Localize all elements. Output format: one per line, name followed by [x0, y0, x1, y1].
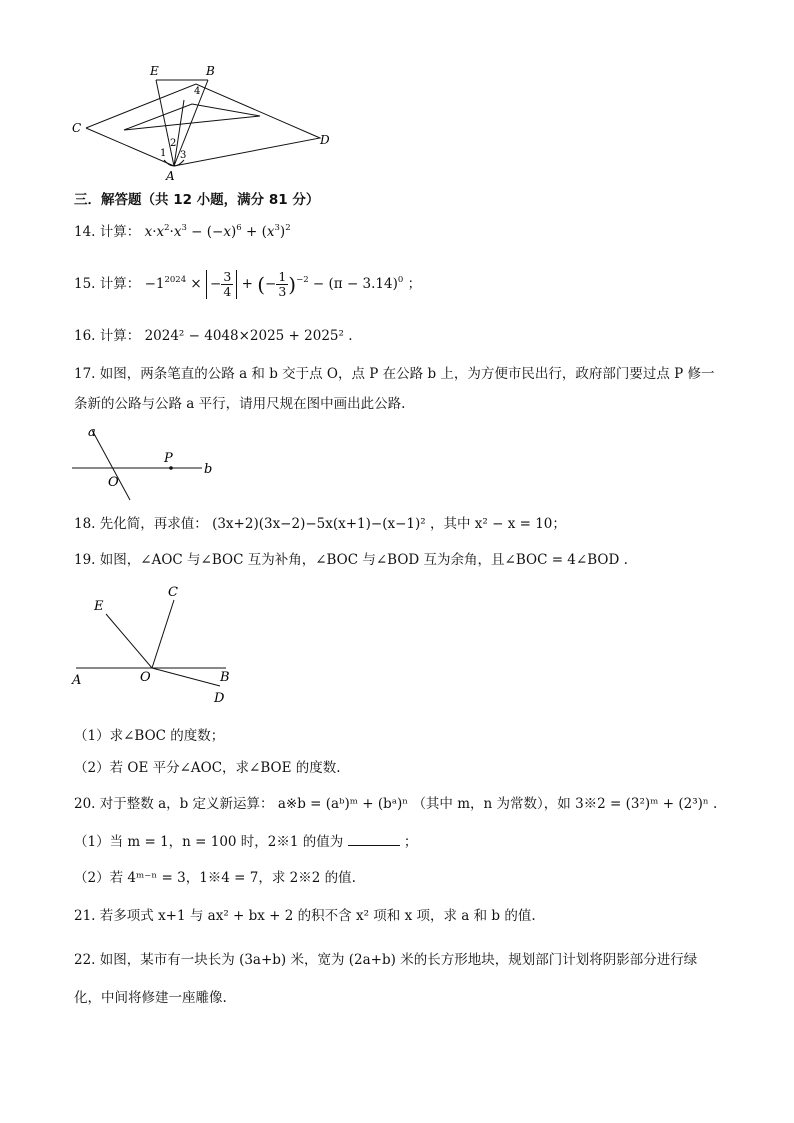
q20-sub1-tail: ；: [403, 834, 418, 850]
q17-text-1: 如图，两条笔直的公路 a 和 b 交于点 O，点 P 在公路 b 上，为方便市民出行，政府部门要过点 P 修一: [99, 366, 715, 382]
q21-text: 若多项式 x+1 与 ax² + bx + 2 的积不含 x² 项和 x 项，求 a 和 b 的值.: [99, 908, 536, 924]
label-O: O: [108, 475, 119, 490]
question-19-sub2: （2）若 OE 平分∠AOC，求∠BOE 的度数.: [74, 760, 341, 776]
q20-sub1-text: （1）当 m = 1，n = 100 时，2※1 的值为: [74, 834, 344, 850]
q14-number: 14.: [74, 224, 96, 240]
label-b: b: [204, 462, 213, 477]
question-20: [74, 794, 717, 814]
label-A: A: [166, 169, 175, 183]
label-a: a: [88, 425, 96, 440]
q20-answer-blank[interactable]: [348, 833, 400, 846]
question-14: [74, 222, 291, 242]
q22-text-1: 如图，某市有一块长为 (3a+b) 米，宽为 (2a+b) 米的长方形地块，规划部门计划将阴影部分进行绿: [99, 952, 698, 968]
label-D: D: [214, 691, 225, 706]
question-17-line2: 条新的公路与公路 a 平行，请用尺规在图中画出此公路.: [74, 396, 406, 412]
q19-text: 如图，∠AOC 与∠BOC 互为补角，∠BOC 与∠BOD 互为余角，且∠BOC = 4∠BOD .: [99, 552, 628, 568]
q18-condition: ，其中 x² − x = 10；: [429, 516, 566, 532]
q20-definition: a※b = (aᵇ)ᵐ + (bᵃ)ⁿ: [277, 796, 409, 812]
q18-number: 18.: [74, 516, 96, 532]
q16-number: 16.: [74, 328, 96, 344]
q14-text: 计算：: [99, 224, 141, 240]
question-15: [74, 270, 421, 299]
q20-end: .: [713, 796, 718, 812]
q19-number: 19.: [74, 552, 96, 568]
q20-number: 20.: [74, 796, 96, 812]
q16-tail: .: [348, 328, 353, 344]
question-19-sub1: （1）求∠BOC 的度数；: [74, 728, 225, 744]
question-16: [74, 326, 353, 346]
inner-triangle: [124, 104, 260, 130]
point-P: [169, 466, 173, 470]
label-P: P: [164, 451, 173, 466]
question-19: [74, 550, 628, 570]
label-B: B: [220, 670, 230, 685]
question-18: [74, 514, 566, 534]
figure-angles: [64, 578, 254, 708]
q15-tail: ；: [407, 276, 422, 292]
q16-text: 计算：: [99, 328, 141, 344]
label-4: 4: [194, 86, 201, 97]
q22-number: 22.: [74, 952, 96, 968]
q21-number: 21.: [74, 908, 96, 924]
question-17-line1: [74, 364, 715, 384]
q16-expr: 2024² − 4048×2025 + 2025²: [144, 328, 344, 344]
label-E: E: [94, 599, 104, 614]
figure-triangles: [64, 60, 354, 185]
q15-text: 计算：: [99, 276, 141, 292]
figure-roads: [64, 420, 244, 502]
section-title: 三．解答题（共 12 小题，满分 81 分）: [74, 192, 320, 208]
ray-OC: [152, 600, 174, 668]
label-2: 2: [170, 138, 177, 149]
q15-expr: $-1^{2024}$ × − $\frac{3}{4}$ + (− $\frac{1}{3}$ )$^{-2} - (\pi - 3.14)^0$: [144, 269, 404, 299]
q17-number: 17.: [74, 366, 96, 382]
ray-OD: [152, 668, 220, 686]
label-C: C: [72, 121, 82, 135]
ray-OE: [106, 614, 152, 668]
label-1: 1: [160, 148, 167, 159]
q20-example: 3※2 = (3²)ᵐ + (2³)ⁿ: [575, 796, 709, 812]
q14-expr: $x\cdot x^2\cdot x^3 - (-x)^6 + (x^3)^2$: [144, 223, 291, 240]
question-20-sub1: [74, 832, 417, 852]
question-22-line1: [74, 950, 697, 970]
label-C: C: [168, 585, 178, 600]
label-A: A: [72, 673, 82, 688]
q15-number: 15.: [74, 276, 96, 292]
label-B: B: [206, 64, 215, 78]
q20-mid: （其中 m，n 为常数），如: [412, 796, 571, 812]
q18-expr: (3x+2)(3x−2)−5x(x+1)−(x−1)²: [212, 516, 426, 532]
label-3: 3: [180, 150, 187, 161]
outer-shape: [86, 84, 320, 166]
label-O: O: [140, 670, 151, 685]
label-D: D: [320, 133, 330, 147]
q18-text: 先化简，再求值：: [99, 516, 208, 532]
q20-text: 对于整数 a，b 定义新运算：: [99, 796, 274, 812]
label-E: E: [150, 64, 159, 78]
question-20-sub2: （2）若 4ᵐ⁻ⁿ = 3，1※4 = 7，求 2※2 的值.: [74, 870, 356, 886]
question-21: [74, 906, 536, 926]
question-22-line2: 化，中间将修建一座雕像.: [74, 990, 227, 1006]
